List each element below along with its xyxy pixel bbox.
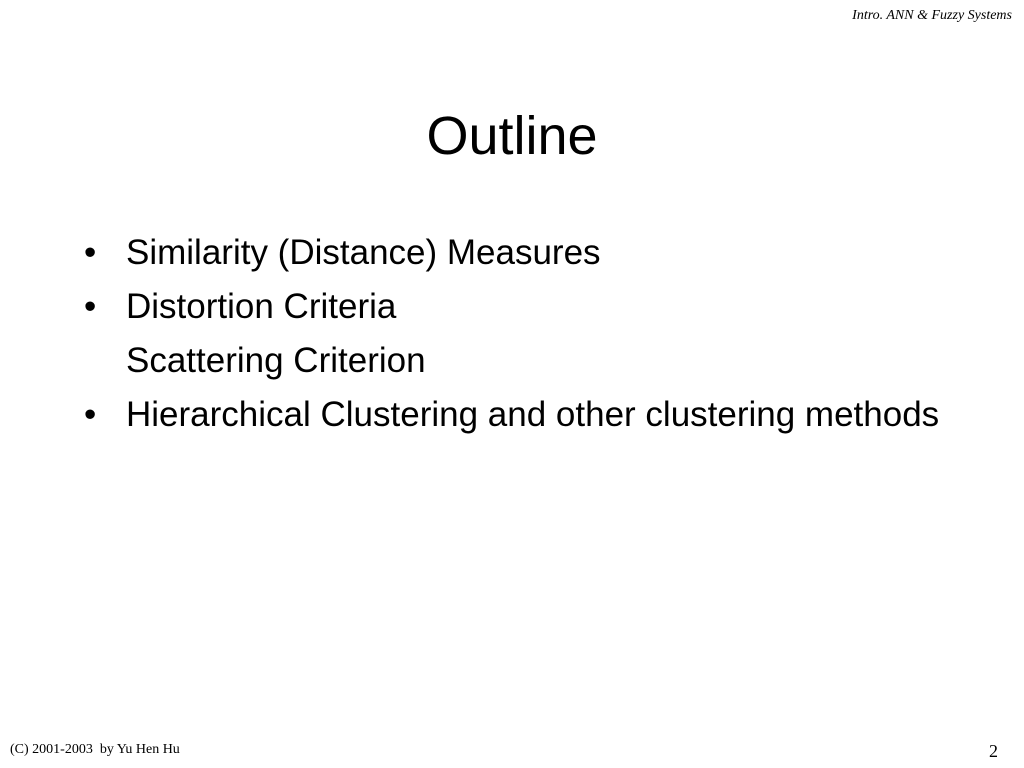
slide-title: Outline <box>426 106 598 166</box>
bullet-item <box>84 226 944 280</box>
bullet-item <box>84 388 944 439</box>
bullet-item-no-marker <box>84 334 944 388</box>
bullet-text: Hierarchical Clustering and other clustering methods <box>126 395 940 434</box>
bullet-marker: • <box>84 395 97 434</box>
bullet-marker: • <box>84 233 97 272</box>
course-title: Intro. ANN & Fuzzy Systems <box>852 8 1012 23</box>
bullet-text: Scattering Criterion <box>126 341 426 380</box>
bullet-text: Similarity (Distance) Measures <box>126 233 601 272</box>
copyright-notice: (C) 2001-2003 by Yu Hen Hu <box>10 742 180 757</box>
page-number: 2 <box>989 741 998 761</box>
bullet-item <box>84 280 944 334</box>
bullet-text: Distortion Criteria <box>126 287 397 326</box>
bullet-list <box>84 226 944 439</box>
bullet-marker: • <box>84 287 97 326</box>
